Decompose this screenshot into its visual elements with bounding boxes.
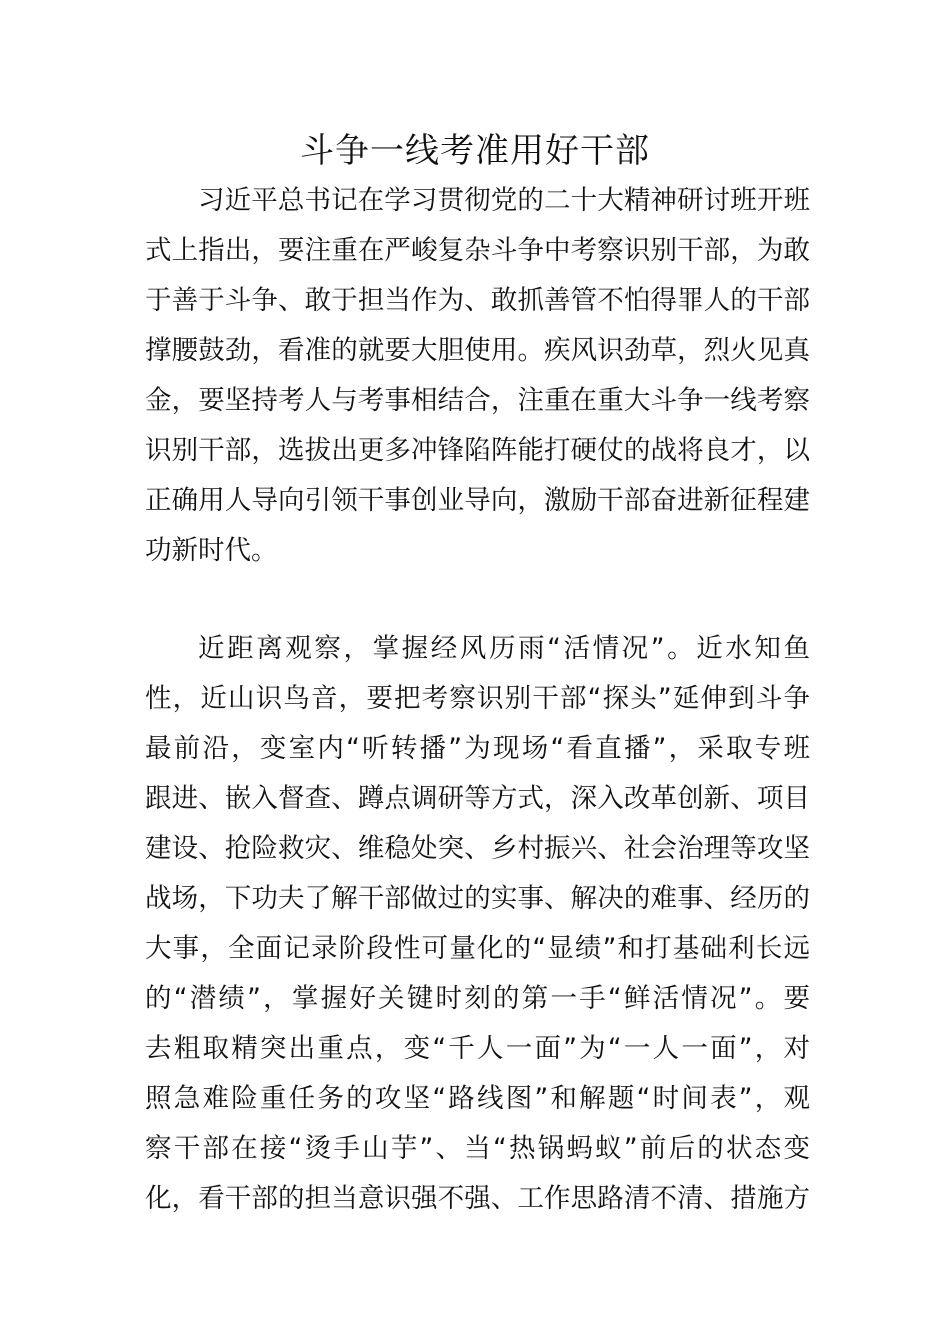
- paragraph-line: 近距离观察，掌握经风历雨“活情况”。近水知鱼: [198, 633, 810, 664]
- document-title: 斗争一线考准用好干部: [300, 131, 650, 171]
- paragraph-line: 照急难险重任务的攻坚“路线图”和解题“时间表”，观: [145, 1083, 810, 1114]
- paragraph-line: 功新时代。: [145, 535, 278, 566]
- paragraph-line: 建设、抢险救灾、维稳处突、乡村振兴、社会治理等攻坚: [145, 833, 810, 864]
- paragraph-line: 跟进、嵌入督查、蹲点调研等方式，深入改革创新、项目: [145, 783, 810, 814]
- paragraph-line: 于善于斗争、敢于担当作为、敢抓善管不怕得罪人的干部: [145, 285, 810, 316]
- paragraph-line: 习近平总书记在学习贯彻党的二十大精神研讨班开班: [198, 185, 810, 216]
- paragraph-line: 正确用人导向引领干事创业导向，激励干部奋进新征程建: [145, 485, 810, 516]
- paragraph-line: 战场，下功夫了解干部做过的实事、解决的难事、经历的: [145, 883, 810, 914]
- paragraph-line: 化，看干部的担当意识强不强、工作思路清不清、措施方: [145, 1183, 810, 1214]
- paragraph-line: 撑腰鼓劲，看准的就要大胆使用。疾风识劲草，烈火见真: [145, 335, 810, 366]
- paragraph-line: 识别干部，选拔出更多冲锋陷阵能打硬仗的战将良才，以: [145, 435, 810, 466]
- paragraph-line: 去粗取精突出重点，变“千人一面”为“一人一面”，对: [145, 1033, 810, 1064]
- paragraph-2: [145, 624, 810, 1224]
- paragraph-line: 大事，全面记录阶段性可量化的“显绩”和打基础利长远: [145, 933, 810, 964]
- paragraph-line: 的“潜绩”，掌握好关键时刻的第一手“鲜活情况”。要: [145, 983, 810, 1014]
- paragraph-line: 金，要坚持考人与考事相结合，注重在重大斗争一线考察: [145, 385, 810, 416]
- paragraph-line: 最前沿，变室内“听转播”为现场“看直播”，采取专班: [145, 733, 810, 764]
- paragraph-line: 式上指出，要注重在严峻复杂斗争中考察识别干部，为敢: [145, 235, 810, 266]
- paragraph-1: [145, 176, 810, 576]
- paragraph-line: 性，近山识鸟音，要把考察识别干部“探头”延伸到斗争: [145, 683, 810, 714]
- paragraph-line: 察干部在接“烫手山芋”、当“热锅蚂蚁”前后的状态变: [145, 1133, 810, 1164]
